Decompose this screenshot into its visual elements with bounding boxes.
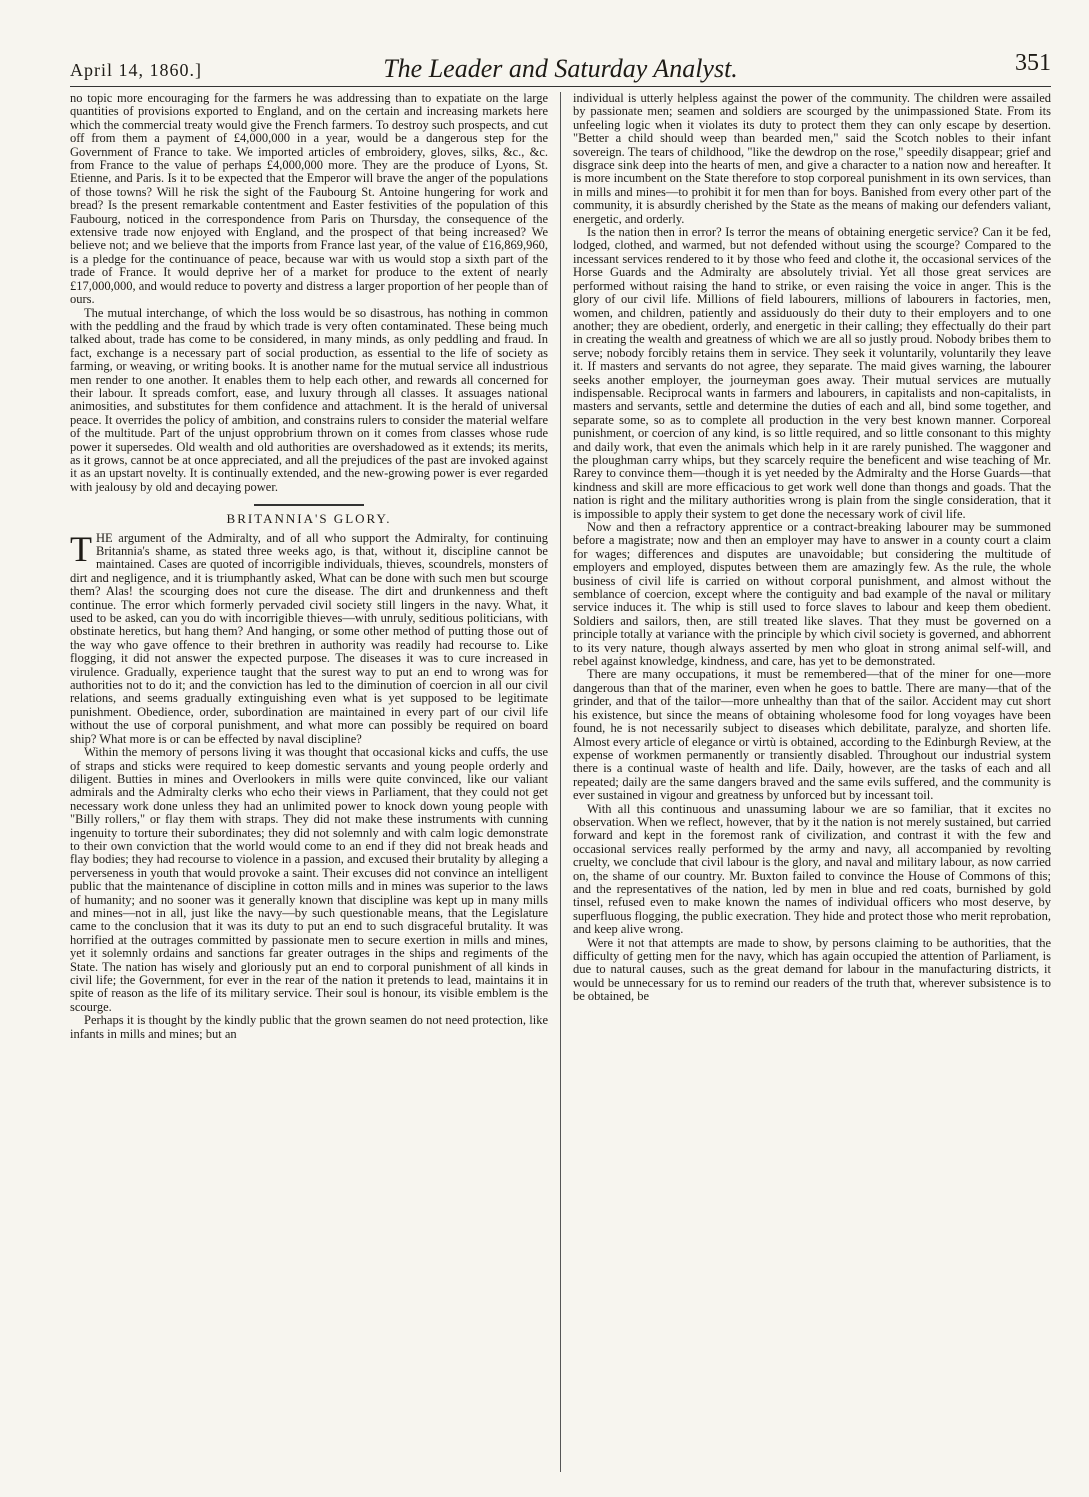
paragraph: Is the nation then in error? Is terror the means of obtaining energetic service? Can it be fed, lodged, clothed, and warmed, but not defended without using the scourge? Compared to the incessant services rendered to it by those who feed and clothe it, the occasional services of the Horse Guards and the Admiralty are absolutely trivial. Yet all those great services are performed without raising the hand to strike, or even raising the voice in anger. This is the glory of our civil life. Millions of field labourers, millions of labourers in factories, men, women, and children, patiently and assiduously do their duty to their employers and to one another; they are obedient, orderly, and energetic in their calling; they effectually do their part in creating the wealth and greatness of which we are all so justly proud. Nobody bribes them to serve; nobody forcibly retains them in service. They seek it voluntarily, voluntarily they leave it. If masters and servants do not agree, they separate. The maid gives warning, the labourer seeks another employer, the journeyman goes away. Their mutual services are mutually indispensable. Reciprocal wants in farmers and labourers, in capitalists and non-capitalists, in masters and servants, settle and determine the duties of each and all, bind some together, and separate some, so as to complete all production in the very best known manner. Corporeal punishment, or coercion of any kind, is so little required, and so little consonant to this mighty and daily work, that even the animals which help in it are rarely punished. The waggoner and the ploughman carry whips, but they scarcely require the beneficent and wise teaching of Mr. Rarey to convince them—though it is yet needed by the Admiralty and the Horse Guards—that kindness and skill are more efficacious to get work well done than thongs and goads. That the nation is right and the military authorities wrong is plain from the single consideration, that it is impossible to apply their system to get done the necessary work of civil life. — [573, 225, 1051, 521]
article-columns — [70, 92, 1051, 1472]
paragraph: There are many occupations, it must be remembered—that of the miner for one—more dangerous than that of the mariner, even when he goes to battle. There are many—that of the grinder, and that of the tailor—more unhealthy than that of the sailor. Accident may cut short his existence, but since the means of obtaining wholesome food for long voyages have been found, he is not necessarily subject to diseases which debilitate, paralyze, and shorten life. Almost every article of elegance or virtù is obtained, according to the Edinburgh Review, at the expense of workmen permanently or transiently disabled. Throughout our industrial system there is a continual waste of health and life. Daily, however, are the tasks of each and all repeated; daily are the same dangers braved and the same evils suffered, and the community is ever sustained in vigour and greatness by unforced but by incessant toil. — [573, 667, 1051, 803]
paragraph: Were it not that attempts are made to show, by persons claiming to be authorities, that the difficulty of getting men for the navy, which has again occupied the attention of Parliament, is due to natural causes, such as the great demand for labour in the manufacturing districts, it would be unnecessary for us to remind our readers of the truth that, wherever subsistence is to be obtained, be — [573, 935, 1051, 1004]
paragraph: With all this continuous and unassuming labour we are so familiar, that it excites no observation. When we reflect, however, that by it the nation is not merely sustained, but carried forward and kept in the foremost rank of civilization, and contrast it with the few and occasional services really performed by the army and navy, all accompanied by revolting cruelty, we conclude that civil labour is the glory, and naval and military labour, as now carried on, the shame of our country. Mr. Buxton failed to convince the House of Commons of this; and the representatives of the nation, led by men in blue and red coats, burnished by gold tinsel, refused even to make known the names of individual officers who most deserve, by superfluous flogging, the public execration. They hide and protect those who merit reprobation, and keep alive wrong. — [573, 801, 1051, 937]
masthead — [70, 44, 1051, 84]
issue-date: April 14, 1860.] — [70, 60, 202, 80]
paragraph: individual is utterly helpless against the power of the community. The children were assailed by passionate men; seamen and soldiers are scourged by the unimpassioned State. From its unfeeling logic when it violates its duty to protect them they can only escape by desertion. "Better a child should weep than bearded men," said the Scotch nobles to their infant sovereign. The tears of childhood, "like the dewdrop on the rose," speedily disappear; grief and disgrace sink deep into the hearts of men, and give a character to a nation now and hereafter. It is more incumbent on the State therefore to stop corporeal punishment in its own services, than in mills and mines—to prohibit it for men than for boys. Banished from every other part of the community, it is absurdly cherished by the State as the means of making our defenders valiant, energetic, and orderly. — [573, 92, 1051, 226]
publication-title: The Leader and Saturday Analyst. — [383, 54, 738, 83]
paragraph: Now and then a refractory apprentice or a contract-breaking labourer may be summoned before a magistrate; now and then an employer may have to answer in a county court a claim for wages; differences and disputes are unavoidable; but considering the multitude of employers and employed, disputes between them are amazingly few. As the rule, the whole business of civil life is carried on without corporal punishment, and almost without the semblance of coercion, except where the contiguity and bad example of the naval or military service induces it. The whip is still used to force slaves to labour and keep them obedient. Soldiers and sailors, then, are still treated like slaves. That they must be governed on a principle totally at variance with the principle by which civil society is governed, and abhorrent to its very nature, though always asserted by men who gloat in strong animal self-will, and rebel against knowledge, kindness, and care, has yet to be demonstrated. — [573, 520, 1051, 669]
paragraph: Within the memory of persons living it was thought that occasional kicks and cuffs, the use of straps and sticks were required to keep domestic servants and young people orderly and diligent. Butties in mines and Overlookers in mills were quite convinced, like our valiant admirals and the Admiralty clerks who echo their views in Parliament, that they could not get necessary work done unless they had an unlimited power to knock down young people with "Billy rollers," or flay them with straps. They did not make these instruments with cunning ingenuity to torture their subordinates; they did not solemnly and with calm logic demonstrate to their own conviction that the world would come to an end if they did not break heads and flay bodies; they had recourse to violence in a passion, and excused their brutality by alleging a perverseness in youth that would provoke a saint. Their excuses did not convince an intelligent public that the maintenance of discipline in cotton mills and in mines was superior to the laws of humanity; and no sooner was it generally known that discipline was kept up in many mills and mines—not in all, just like the navy—by such questionable means, that the Legislature came to the conclusion that it was its duty to put an end to such disgraceful brutality. It was horrified at the outrages committed by passionate men to secure exertion in mills and mines, yet it solemnly ordains and sanctions far greater outrages in the ships and regiments of the State. The nation has wisely and gloriously put an end to corporal punishment of all kinds in civil life; the Government, for ever in the rear of the nation it pretends to lead, maintains it in spite of reason as the life of its military service. Their soul is honour, its visible emblem is the scourge. — [70, 745, 548, 1014]
header-rule — [70, 86, 1051, 87]
left-column — [70, 92, 560, 1472]
paragraph: The mutual interchange, of which the loss would be so disastrous, has nothing in common with the peddling and the fraud by which trade is very often contaminated. These being much talked about, trade has come to be considered, in many minds, as only peddling and fraud. In fact, exchange is a necessary part of social production, as essential to the life of society as farming, or weaving, or writing books. It is another name for the mutual service all industrious men render to one another. It enables them to help each other, and rewards all concerned for their labour. It spreads comfort, ease, and luxury through all classes. It assuages national animosities, and substitutes for them confidence and attachment. It is the herald of universal peace. It overrides the policy of ambition, and constrains rulers to consider the material welfare of the multitude. Part of the unjust opprobrium thrown on it comes from classes whose rude power it supersedes. Old wealth and old authorities are overshadowed as it extends; its merits, as it grows, cannot be at once appreciated, and all the prejudices of the past are invoked against it as an upstart novelty. It is continually extended, and the new-growing power is ever regarded with jealousy by old and decaying power. — [70, 305, 548, 494]
paragraph: no topic more encouraging for the farmers he was addressing than to expatiate on the large quantities of provisions exported to England, and on the certain and increasing markets here which the commercial treaty would give the French farmers. To destroy such prospects, and cut off from them a payment of £4,000,000 in a year, would be a dangerous step for the Government of France to take. We imported articles of embroidery, gloves, silks, &c., &c. from France to the value of perhaps £4,000,000 more. They are the produce of Lyons, St. Etienne, and Paris. Is it to be expected that the Emperor will brave the anger of the populations of those towns? Will he risk the sight of the Faubourg St. Antoine hungering for work and bread? Is the present remarkable contentment and Easter festivities of the population of this Faubourg, noticed in the correspondence from Paris on Thursday, the consequence of the extensive trade now enjoyed with England, and the prospect of that being increased? We believe not; and we believe that the imports from France last year, of the value of £16,869,960, is a pledge for the continuance of peace, because war with us would stop a sixth part of the trade of France. It would deprive her of a market for produce to the extent of nearly £17,000,000, and would reduce to poverty and distress a larger proportion of her people than of ours. — [70, 92, 548, 307]
page-number: 351 — [1015, 50, 1051, 76]
drop-cap: T — [70, 528, 92, 569]
paragraph-text: HE argument of the Admiralty, and of all who support the Admiralty, for continuing Britannia's shame, as stated three weeks ago, is that, without it, discipline cannot be maintained. Cases are quoted of incorrigible individuals, thieves, scoundrels, monsters of dirt and negligence, and it is triumphantly asked, What can be done with such men but scourge them? Alas! the scourging does not cure the disease. The dirt and drunkenness and theft continue. The error which formerly pervaded civil society still lingers in the navy. What, it used to be asked, can you do with incorrigible thieves—with unruly, seditious politicians, with obstinate heretics, but hang them? And hanging, or some other method of putting those out of the way who gave offence to their brethren in authority was readily had recourse to. Like flogging, it did not answer the expected purpose. The diseases it was to cure increased in virulence. Gradually, experience taught that the surest way to put an end to wrong was for authorities not to do it; and the conviction has led to the diminution of coercion in all our civil relations, and seems gradually extinguishing even what is yet supposed to be legitimate punishment. Obedience, order, subordination are maintained in every part of our civil life without the use of corporal punishment, and what more can possibly be required on board ship? What more is or can be effected by naval discipline? — [70, 530, 548, 746]
section-divider — [254, 504, 364, 506]
right-column — [560, 92, 1051, 1472]
section-title: BRITANNIA'S GLORY. — [226, 511, 392, 527]
section-first-paragraph — [70, 528, 548, 747]
paragraph: Perhaps it is thought by the kindly public that the grown seamen do not need protection, like infants in mills and mines; but an — [70, 1013, 548, 1041]
